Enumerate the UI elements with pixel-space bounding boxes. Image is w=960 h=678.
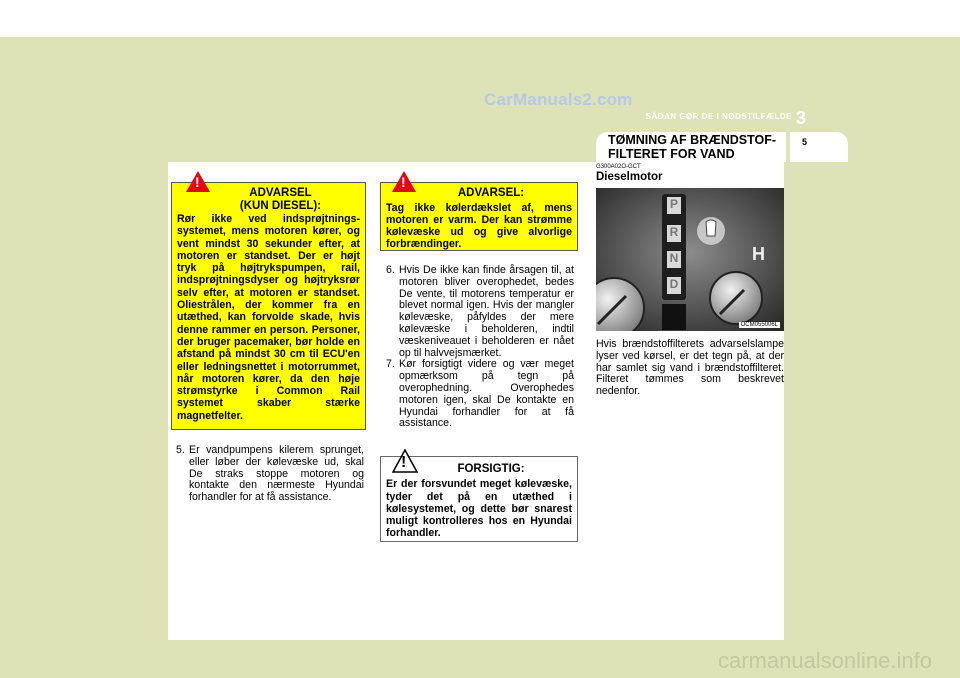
section-title: SÅDAN GØR DE I NØDSTILFÆLDE [645,112,792,121]
warning-title: ADVARSEL: [457,187,525,199]
dashboard-figure [596,188,784,331]
caution-title: FORSIGTIG: [457,463,525,475]
figure-caption: OCM055006L [740,322,778,328]
list-item [386,359,574,430]
item-text: Kør forsigtigt videre og vær meget opmærksom på tegn på overophedning. Overophedes motoren igen, skal De kontakte en Hyundai forhandler for at få assistance. [399,358,574,430]
subheading: Dieselmotor [596,171,663,183]
right-paragraph: Hvis brændstoffilterets advarselslampe lyser ved kørsel, er det tegn på, at der har samlet sig vand i brændstoffilteret. Filteret tømmes som beskrevet nedenfor. [596,338,784,398]
list-item [386,265,574,359]
item-number: 6. [386,264,395,276]
watermark-bottom: carmanualsonline.info [717,648,932,673]
list-item [176,445,364,504]
chapter-number: 3 [796,108,807,128]
warning-title-line1: ADVARSEL [249,187,312,199]
page-title: TØMNING AF BRÆNDSTOF-FILTERET FOR VAND [608,133,777,161]
top-margin [0,0,960,37]
item-text: Er vandpumpens kilerem sprunget, eller løber der kølevæske ud, skal De straks stoppe motoren og kontakte den nærmeste Hyundai forhandler for at få assistance. [189,444,364,504]
gear-indicator-r: R [667,225,681,242]
warning-text: Tag ikke kølerdækslet af, mens motoren er varm. Der kan strømme kølevæske ud og give alvorlige forbrændinger. [386,201,572,251]
exclamation-icon: ! [401,454,407,471]
page-number: 5 [802,137,808,147]
gear-indicator-p: P [667,197,681,214]
caution-text: Er der forsvundet meget kølevæske, tyder det på en utæthed i kølesystemet, og dette bør snarest muligt kontrolleres hos en Hyundai forhandler. [386,478,572,540]
gear-indicator-d: D [667,277,681,294]
exclamation-icon: ! [401,174,406,190]
item-text: Hvis De ikke kan finde årsagen til, at motoren bliver overophedet, bedes De vente, til motorens temperatur er blevet normal igen. Hvis der mangler kølevæske, påfyldes der mere kølevæske i beholderen, indtil væskeniveauet i beholderen er nået op til halvvejsmærket. [399,264,574,359]
warning-box-radiator [380,182,578,251]
gear-indicator-n: N [667,251,681,268]
tab-divider [786,132,790,162]
list [386,265,574,430]
warning-box-diesel [171,182,366,430]
temperature-h-label: H [752,244,765,264]
exclamation-icon: ! [195,174,200,190]
item-number: 7. [386,358,395,371]
warning-text: Rør ikke ved indsprøjtnings-systemet, mens motoren kører, og vent mindst 30 sekunder efter, at motoren er standset. Der er højt tryk på højtrykspumpen, rail, indsprøjtningsdyser og højtryksrør selv efter, at motoren er standset. Oliestrålen, der kommer fra en utæthed, kan forvolde skade, hvis denne rammer en person. Personer, der bruger pacemaker, bør holde en afstand på mindst 30 cm til ECU'en eller ledningsnettet i motorrummet, når motoren kører, da den høje strømstyrke i Common Rail systemet skaber stærke magnetfelter. [177,213,360,422]
reference-code: G300A02O-GCT [596,164,641,170]
warning-title-line2: (KUN DIESEL): [239,199,322,212]
watermark-link[interactable]: CarManuals2.com [484,90,633,109]
item-number: 5. [176,444,185,456]
